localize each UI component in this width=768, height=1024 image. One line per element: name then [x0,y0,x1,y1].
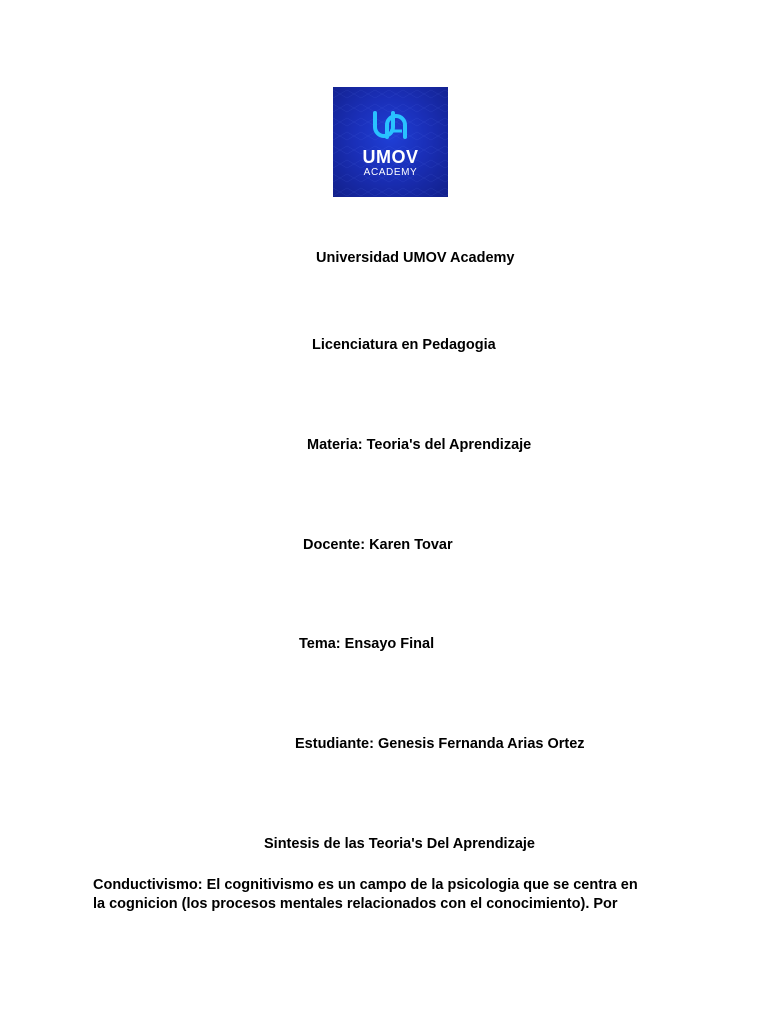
student-line: Estudiante: Genesis Fernanda Arias Ortez [295,736,585,752]
subject-line: Materia: Teoria's del Aprendizaje [307,437,532,453]
topic-line: Tema: Ensayo Final [299,636,435,652]
logo-brand-text: UMOV [362,147,419,167]
university-name: Universidad UMOV Academy [316,250,515,266]
teacher-line: Docente: Karen Tovar [303,537,453,553]
section-heading: Sintesis de las Teoria's Del Aprendizaje [264,836,535,852]
paragraph-line: la cognicion (los procesos mentales relacionados con el conocimiento). Por [93,896,618,912]
umov-monogram-icon [371,107,409,143]
umov-academy-logo [333,87,448,197]
logo-sub-text: ACADEMY [363,167,418,178]
body-paragraph [93,876,693,914]
paragraph-line: Conductivismo: El cognitivismo es un campo de la psicologia que se centra en [93,877,638,893]
program-name: Licenciatura en Pedagogia [312,337,496,353]
